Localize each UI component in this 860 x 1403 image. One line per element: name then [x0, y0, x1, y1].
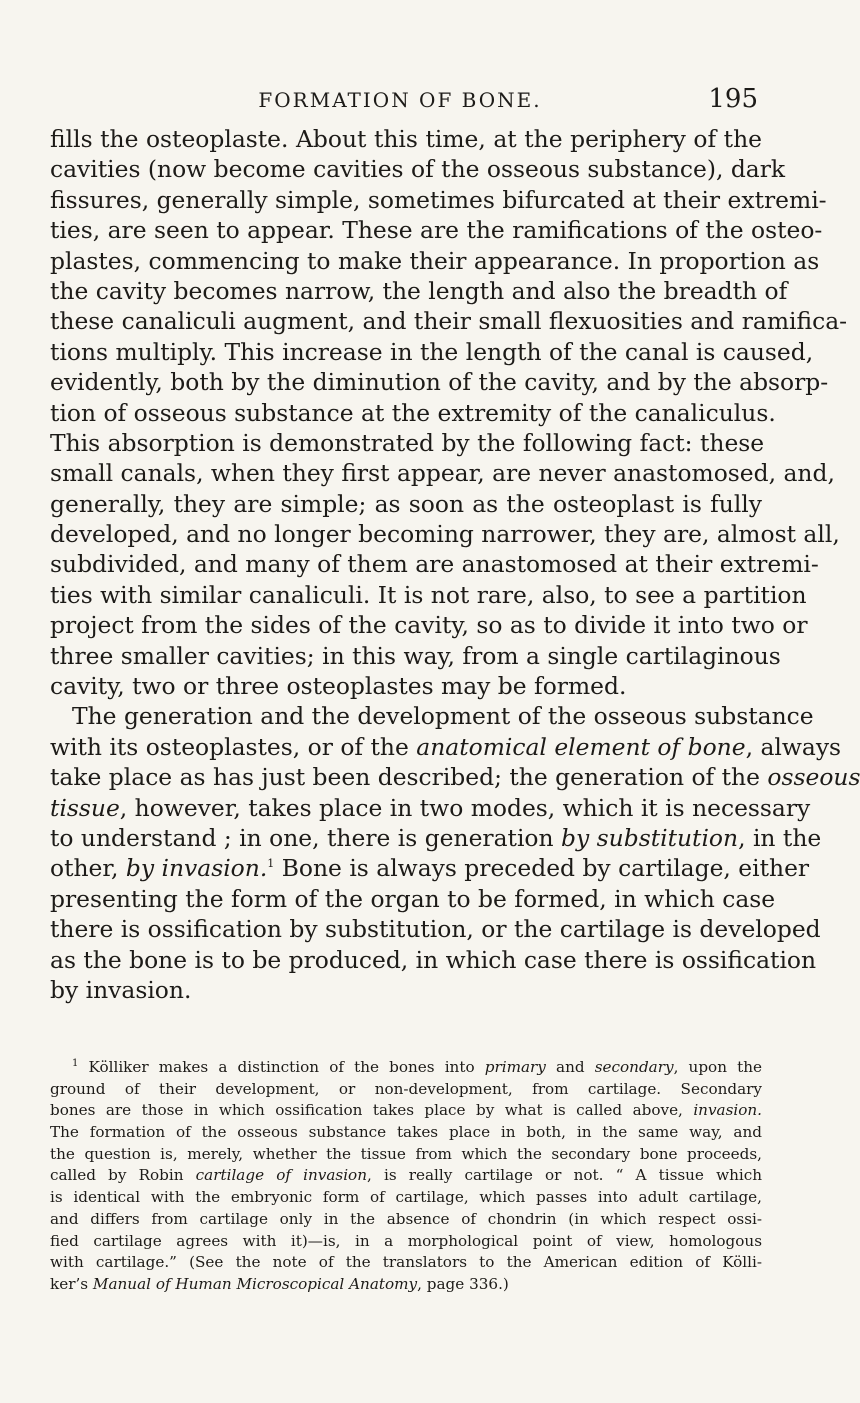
- text-line: ties with similar canaliculi. It is not rare, also, to see a partition: [50, 580, 807, 609]
- running-head: [0, 86, 800, 116]
- emphasis: by substitution: [561, 823, 739, 852]
- text-line: generally, they are simple; as soon as the osteoplast is fully: [50, 489, 762, 518]
- footnote-line: called by Robin cartilage of invasion, is really cartilage or not. “ A tissue which: [50, 1166, 762, 1185]
- text-line: presenting the form of the organ to be formed, in which case: [50, 884, 776, 913]
- text-line: these canaliculi augment, and their small flexuosities and ramifica-: [50, 307, 848, 336]
- footnote-line: and differs from cartilage only in the absence of chondrin (in which respect ossi-: [50, 1209, 762, 1228]
- footnote-line: bones are those in which ossification takes place by what is called above, invasion.: [50, 1101, 762, 1120]
- footnote-line: fied cartilage agrees with it)—is, in a morphological point of view, homologous: [50, 1231, 762, 1250]
- footnote-line: ker’s Manual of Human Microscopical Anatomy, page 336.): [50, 1274, 509, 1293]
- footnote-line: the question is, merely, whether the tissue from which the secondary bone proceeds,: [50, 1144, 762, 1163]
- footnote-reference[interactable]: 1: [267, 857, 275, 871]
- text-line: there is ossification by substitution, or the cartilage is developed: [50, 915, 821, 944]
- text-line: other, by invasion.$^1$ Bone is always preceded by cartilage, either: [50, 854, 810, 883]
- text-line: evidently, both by the diminution of the cavity, and by the absorp-: [50, 368, 829, 397]
- text-line: ties, are seen to appear. These are the ramifications of the osteo-: [50, 216, 823, 245]
- text-line: fissures, generally simple, sometimes bifurcated at their extremi-: [50, 185, 827, 214]
- text-line: small canals, when they first appear, are never anastomosed, and,: [50, 459, 835, 488]
- text-line: tissue, however, takes place in two modes, which it is necessary: [50, 793, 811, 822]
- footnote-line: ground of their development, or non-development, from cartilage. Secondary: [50, 1079, 762, 1098]
- emphasis: by invasion.: [125, 854, 268, 883]
- text-line: cavities (now become cavities of the osseous substance), dark: [50, 155, 786, 184]
- text-line: with its osteoplastes, or of the anatomical element of bone, always: [50, 732, 842, 761]
- text-line: to understand ; in one, there is generation by substitution, in the: [50, 823, 822, 852]
- text-line: three smaller cavities; in this way, from a single cartilaginous: [50, 641, 781, 670]
- body-text: [50, 124, 860, 1005]
- emphasis: anatomical element of bone: [416, 732, 746, 761]
- text-line: The generation and the development of the osseous substance: [72, 702, 814, 731]
- text-line: cavity, two or three osteoplastes may be formed.: [50, 672, 627, 701]
- text-line: developed, and no longer becoming narrower, they are, almost all,: [50, 520, 840, 549]
- footnote-line: with cartilage.” (See the note of the translators to the American edition of Kölli-: [50, 1253, 762, 1272]
- footnotes: [50, 1057, 762, 1296]
- emphasis: osseous: [767, 763, 860, 792]
- text-line: subdivided, and many of them are anastomosed at their extremi-: [50, 550, 819, 579]
- text-line: take place as has just been described; the generation of the osseous: [50, 763, 860, 792]
- footnote-marker: 1: [72, 1057, 79, 1069]
- text-line: plastes, commencing to make their appearance. In proportion as: [50, 246, 820, 275]
- text-line: the cavity becomes narrow, the length and also the breadth of: [50, 276, 788, 305]
- text-line: tion of osseous substance at the extremity of the canaliculus.: [50, 398, 776, 427]
- text-line: as the bone is to be produced, in which case there is ossification: [50, 945, 817, 974]
- text-line: fills the osteoplaste. About this time, at the periphery of the: [50, 125, 762, 153]
- emphasis: tissue: [50, 793, 120, 822]
- text-line: by invasion.: [50, 975, 192, 1004]
- footnote-line: $^1$ Kölliker makes a distinction of the bones into primary and secondary, upon the: [72, 1057, 762, 1076]
- footnote-line: is identical with the embryonic form of cartilage, which passes into adult cartilage,: [50, 1188, 762, 1207]
- text-line: This absorption is demonstrated by the following fact: these: [50, 428, 765, 457]
- page-number: 195: [708, 84, 758, 114]
- running-title: FORMATION OF BONE.: [258, 88, 542, 112]
- text-line: tions multiply. This increase in the length of the canal is caused,: [50, 337, 814, 366]
- footnote-line: The formation of the osseous substance takes place in both, in the same way, and: [50, 1123, 762, 1142]
- text-line: project from the sides of the cavity, so as to divide it into two or: [50, 611, 808, 640]
